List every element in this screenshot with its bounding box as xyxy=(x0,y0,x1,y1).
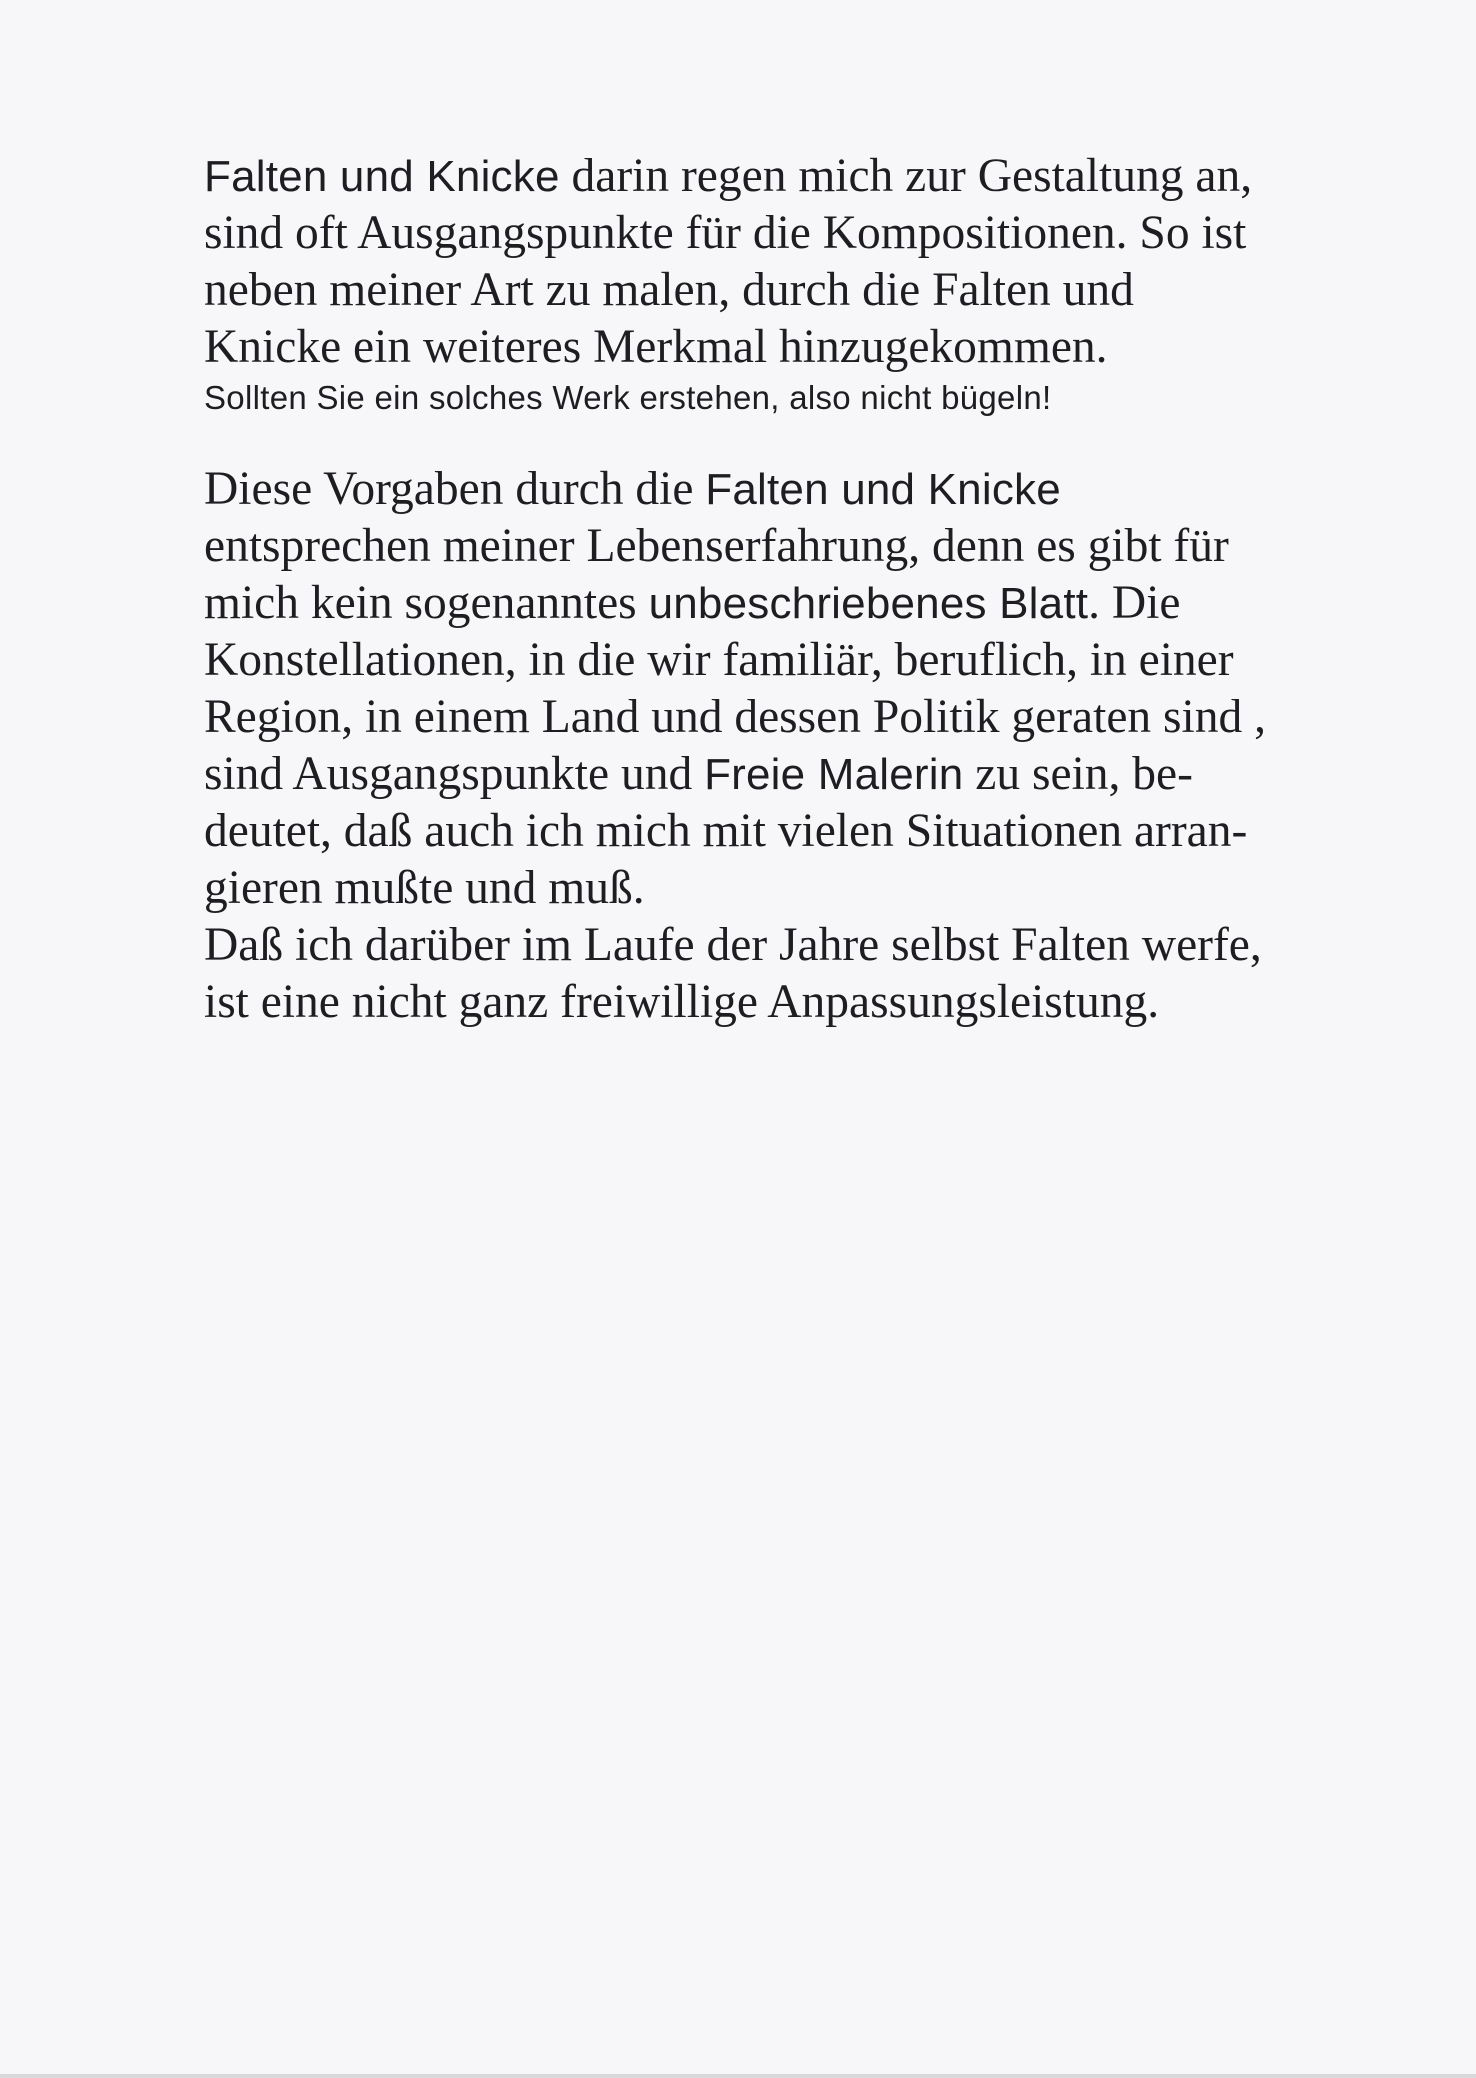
emphasis-sans: Falten und Knicke xyxy=(204,152,560,201)
text-line: Falten und Knicke darin regen mich zur Gestaltung an, xyxy=(204,150,1253,202)
ironing-note: Sollten Sie ein solches Werk erstehen, also nicht bügeln! xyxy=(204,379,1052,416)
text-line: sind Ausgangspunkte und Freie Malerin zu sein, be- xyxy=(204,748,1193,800)
emphasis-sans: Falten und Knicke xyxy=(705,465,1061,514)
text-line: mich kein sogenanntes unbeschriebenes Blatt. Die xyxy=(204,577,1181,629)
text-line: deutet, daß auch ich mich mit vielen Situationen arran- xyxy=(204,805,1248,857)
emphasis-sans: unbeschriebenes Blatt xyxy=(648,579,1089,628)
text-line: neben meiner Art zu malen, durch die Falten und xyxy=(204,264,1134,316)
page-bottom-edge xyxy=(0,2074,1476,2078)
paragraph-folds-and-creases xyxy=(204,148,1354,420)
text-line: Diese Vorgaben durch die Falten und Knicke xyxy=(204,463,1061,515)
text-line: sind oft Ausgangspunkte für die Kompositionen. So ist xyxy=(204,207,1247,259)
text-line: entsprechen meiner Lebenserfahrung, denn es gibt für xyxy=(204,520,1229,572)
paragraph-life-experience xyxy=(204,461,1354,1031)
text-line: Knicke ein weiteres Merkmal hinzugekommen. xyxy=(204,321,1108,373)
emphasis-sans: Freie Malerin xyxy=(704,750,964,799)
text-line: ist eine nicht ganz freiwillige Anpassungsleistung. xyxy=(204,976,1160,1028)
text-line: gieren mußte und muß. xyxy=(204,862,645,914)
text-line: Konstellationen, in die wir familiär, beruflich, in einer xyxy=(204,634,1234,686)
text-line: Daß ich darüber im Laufe der Jahre selbst Falten werfe, xyxy=(204,919,1262,971)
text-line: Region, in einem Land und dessen Politik geraten sind , xyxy=(204,691,1266,743)
